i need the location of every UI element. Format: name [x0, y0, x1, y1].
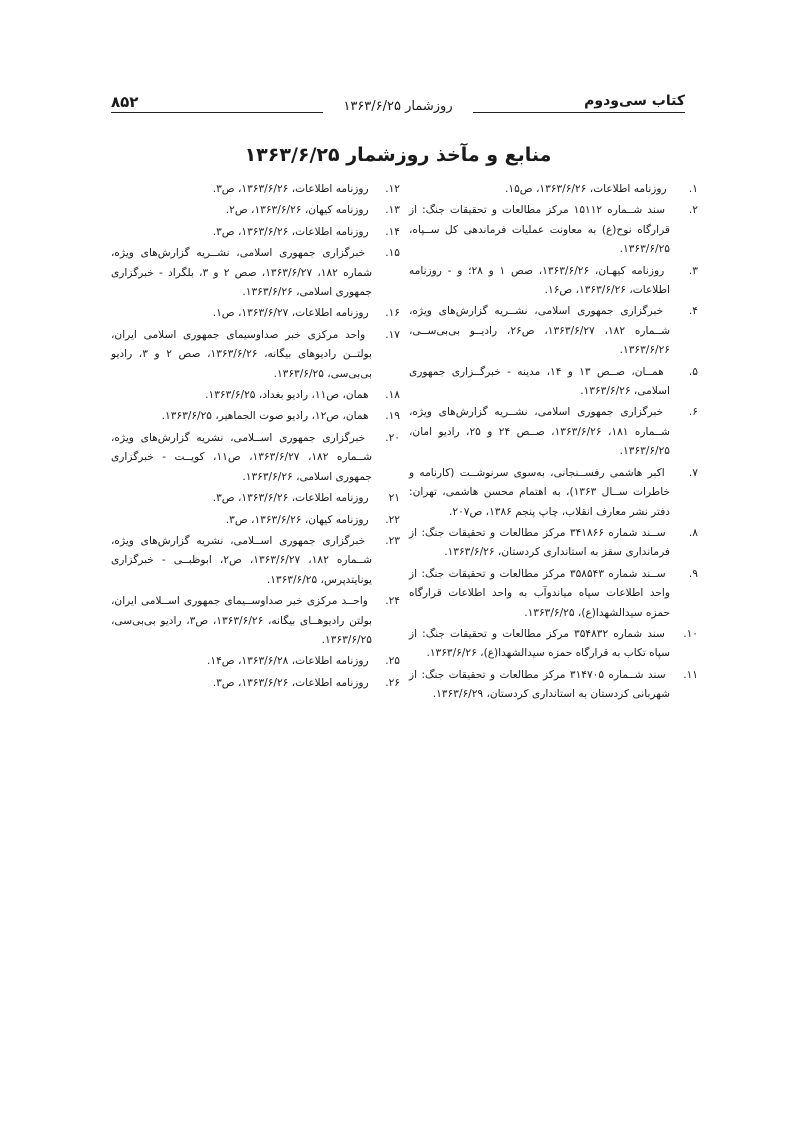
note-number: ۱۱.	[683, 668, 698, 681]
note-text: روزنامه اطلاعات، ۱۳۶۳/۶/۲۶، ص۳.	[212, 183, 369, 195]
note-25	[111, 652, 400, 671]
note-number: ۲۶.	[385, 676, 400, 689]
note-5	[409, 363, 698, 402]
note-1	[409, 180, 698, 199]
book-title: کتاب سی‌ودوم	[584, 93, 685, 109]
note-number: ۲۴.	[385, 595, 400, 608]
note-text: روزنامه اطلاعات، ۱۳۶۳/۶/۲۶، ص۳.	[212, 676, 369, 689]
note-2	[409, 201, 698, 259]
note-text: همــان، صــص ۱۳ و ۱۴، مدینه - خبرگــزاری جمهوری اسلامی، ۱۳۶۳/۶/۲۶.	[409, 365, 670, 398]
note-number: ۵.	[688, 365, 698, 378]
note-text: ســند شماره ۳۴۱۸۶۶ مرکز مطالعات و تحقیقات جنگ: از فرمانداری سقز به استانداری کردستان، ۱۳۶۳/۶/۲۶.	[409, 526, 670, 559]
note-22	[111, 511, 400, 530]
note-13	[111, 201, 400, 220]
note-number: ۲۰.	[385, 431, 400, 444]
note-number: ۳.	[688, 264, 698, 277]
note-14	[111, 223, 400, 242]
note-3	[409, 262, 698, 301]
note-26	[111, 674, 400, 693]
note-number: ۲۲.	[385, 513, 400, 526]
note-text: روزنامه اطلاعات، ۱۳۶۳/۶/۲۶، ص۱۵.	[505, 183, 667, 195]
note-24	[111, 592, 400, 650]
note-text: خبرگزاری جمهوری اسلامی، نشــریه گزارش‌های ویژه، شماره ۱۸۲، ۱۳۶۳/۶/۲۷، صص ۲ و ۳، بلگراد - خبرگزاری جمهوری اسلامی، ۱۳۶۳/۶/۲۶.	[111, 247, 372, 299]
note-text: روزنامه اطلاعات، ۱۳۶۳/۶/۲۶، ص۳.	[212, 225, 369, 238]
note-number: ۱۵.	[385, 247, 400, 260]
note-text: خبرگزاری جمهوری اسلامی، نشــریه گزارش‌های ویژه، شــماره ۱۸۱، ۱۳۶۳/۶/۲۶، صــص ۲۴ و ۲۵، رادیو امان، ۱۳۶۳/۶/۲۵.	[409, 406, 670, 458]
note-text: سند شماره ۳۵۴۸۳۲ مرکز مطالعات و تحقیقات جنگ: از سپاه تکاب به قرارگاه حمزه سیدالشهدا(ع)، ۱۳۶۳/۶/۲۶.	[409, 627, 670, 660]
note-7	[409, 464, 698, 522]
running-date: روزشمار ۱۳۶۳/۶/۲۵	[323, 99, 473, 114]
note-number: ۱۳.	[385, 204, 400, 217]
note-text: همان، ص۱۱، رادیو بغداد، ۱۳۶۳/۶/۲۵.	[205, 389, 369, 402]
note-text: روزنامه کیهان، ۱۳۶۳/۶/۲۶، ص۲.	[225, 204, 369, 217]
note-text: همان، ص۱۲، رادیو صوت الجماهیر، ۱۳۶۳/۶/۲۵.	[161, 410, 369, 423]
note-number: ۷.	[688, 466, 698, 479]
note-8	[409, 524, 698, 563]
note-number: ۱.	[688, 183, 698, 195]
note-number: ۹.	[688, 567, 698, 580]
note-19	[111, 407, 400, 426]
note-text: سند شــماره ۱۵۱۱۲ مرکز مطالعات و تحقیقات جنگ: از قرارگاه نوح(ع) به معاونت عملیات فرماندهی کل ســپاه، ۱۳۶۳/۶/۲۵.	[409, 204, 670, 256]
running-header	[111, 93, 685, 123]
note-text: اکبر هاشمی رفســنجانی، به‌سوی سرنوشــت (کارنامه و خاطرات ســال ۱۳۶۳)، به اهتمام محسن هاشمی، تهران: دفتر نشر معارف انقلاب، چاپ پنجم ۱۳۸۶، ص۲۰۷.	[409, 466, 670, 518]
note-number: ۱۹.	[385, 410, 400, 423]
note-text: ســند شماره ۳۵۸۵۴۳ مرکز مطالعات و تحقیقات جنگ: از واحد اطلاعات سپاه میاندوآب به واحد اطلاعات قرارگاه حمزه سیدالشهدا(ع)، ۱۳۶۳/۶/۲۵.	[409, 567, 670, 619]
note-12	[111, 180, 400, 199]
note-text: سند شــماره ۳۱۴۷۰۵ مرکز مطالعات و تحقیقات جنگ: از شهربانی کردستان به استانداری کردستان، ۱۳۶۳/۶/۲۹.	[409, 668, 670, 701]
note-text: روزنامه کیهان، ۱۳۶۳/۶/۲۶، ص۳.	[225, 513, 369, 526]
note-17	[111, 326, 400, 384]
note-text: واحد مرکزی خبر صداوسیمای جمهوری اسلامی ایران، بولتــن رادیوهای بیگانه، ۱۳۶۳/۶/۲۶، صص ۲ و ۳، رادیو بی‌بی‌سی، ۱۳۶۳/۶/۲۵.	[111, 328, 372, 380]
note-4	[409, 302, 698, 360]
note-10	[409, 625, 698, 664]
note-text: خبرگزاری جمهوری اســلامی، نشریه گزارش‌های ویژه، شــماره ۱۸۲، ۱۳۶۳/۶/۲۷، ص۲، ابوظبــی - خبرگزاری یونایتدپرس، ۱۳۶۳/۶/۲۵.	[111, 534, 372, 586]
note-number: ۱۴.	[385, 225, 400, 238]
note-number: ۱۰.	[683, 627, 698, 640]
note-number: ۱۲.	[385, 183, 400, 195]
note-text: روزنامه اطلاعات، ۱۳۶۳/۶/۲۸، ص۱۴.	[207, 655, 369, 668]
note-text: واحــد مرکزی خبر صداوســیمای جمهوری اســلامی ایران، بولتن رادیوهــای بیگانه، ۱۳۶۳/۶/۲۶، ص۳، رادیو بی‌بی‌سی، ۱۳۶۳/۶/۲۵.	[111, 595, 372, 646]
note-number: ۱۸.	[385, 389, 400, 402]
note-18	[111, 386, 400, 405]
note-11	[409, 666, 698, 705]
note-6	[409, 403, 698, 461]
note-text: روزنامه کیهـان، ۱۳۶۳/۶/۲۶، صص ۱ و ۲۸؛ و - روزنامه اطلاعات، ۱۳۶۳/۶/۲۶، ص۱۶.	[409, 264, 670, 297]
note-text: روزنامه اطلاعات، ۱۳۶۳/۶/۲۷، ص۱.	[212, 307, 369, 320]
note-text: خبرگزاری جمهوری اســلامی، نشریه گزارش‌های ویژه، شــماره ۱۸۲، ۱۳۶۳/۶/۲۷، ص۱۱، کویــت - خبرگزاری جمهوری اسلامی، ۱۳۶۳/۶/۲۶.	[111, 431, 372, 483]
note-16	[111, 304, 400, 323]
note-number: ۶.	[688, 406, 698, 419]
note-number: ۱۶.	[385, 307, 400, 320]
page-title: منابع و مآخذ روزشمار ۱۳۶۳/۶/۲۵	[244, 144, 552, 166]
note-number: ۲.	[688, 204, 698, 217]
note-number: ۱۷.	[385, 328, 400, 341]
notes-column-left	[111, 180, 400, 695]
note-text: روزنامه اطلاعات، ۱۳۶۳/۶/۲۶، ص۳.	[212, 492, 369, 505]
note-number: ۲۵.	[385, 655, 400, 668]
note-9	[409, 565, 698, 623]
note-number: ۲۳.	[385, 534, 400, 547]
notes-column-right	[409, 180, 698, 707]
note-number: ۴.	[688, 305, 698, 318]
note-number: ۲۱	[388, 492, 400, 505]
note-text: خبرگزاری جمهوری اسلامی، نشــریه گزارش‌های ویژه، شــماره ۱۸۲، ۱۳۶۳/۶/۲۷، ص۲۶، رادیــو بی‌بی‌ســی، ۱۳۶۳/۶/۲۶.	[409, 305, 670, 357]
note-number: ۸.	[688, 526, 698, 539]
note-20	[111, 429, 400, 487]
page-number: ۸۵۲	[111, 93, 139, 111]
note-21	[111, 489, 400, 508]
note-15	[111, 244, 400, 302]
note-23	[111, 532, 400, 590]
